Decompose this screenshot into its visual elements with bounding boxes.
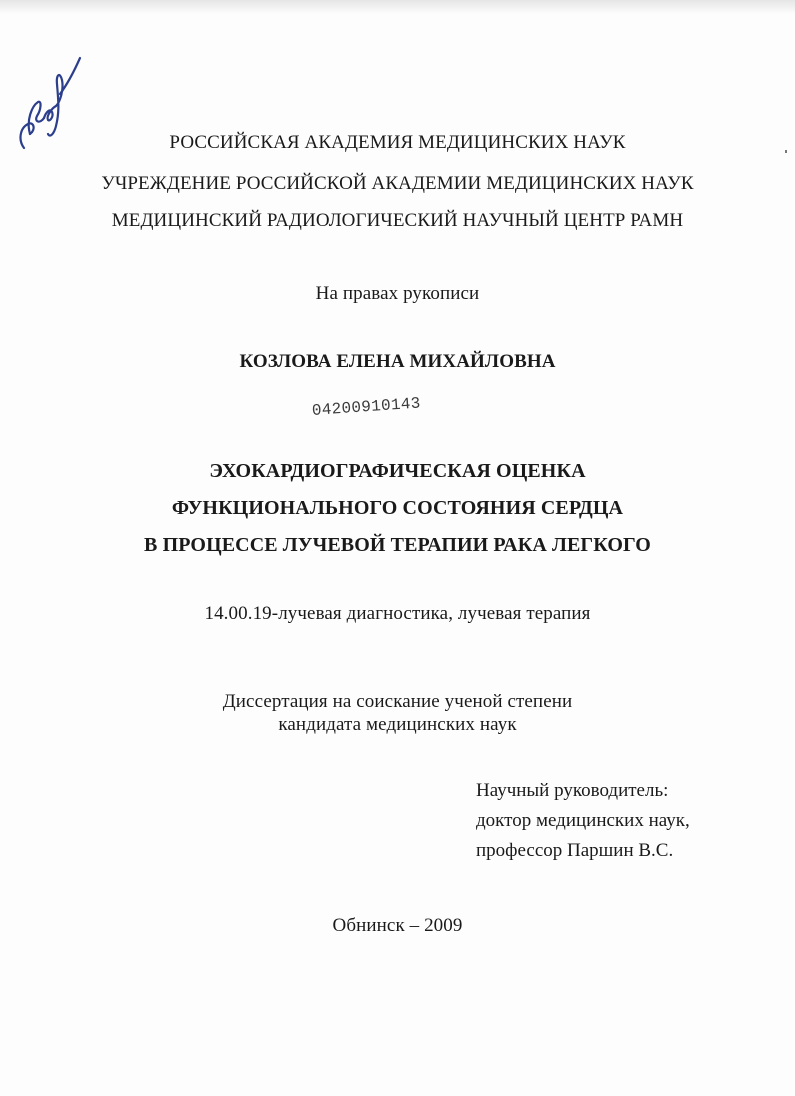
supervisor-label: Научный руководитель: xyxy=(476,780,669,801)
manuscript-note: На правах рукописи xyxy=(315,283,480,304)
header-line-1: РОССИЙСКАЯ АКАДЕМИЯ МЕДИЦИНСКИХ НАУК xyxy=(169,132,626,153)
city-year: Обнинск – 2009 xyxy=(332,915,463,936)
header-line-2: УЧРЕЖДЕНИЕ РОССИЙСКОЙ АКАДЕМИИ МЕДИЦИНСКИХ НАУК xyxy=(101,173,694,194)
title-line-3: В ПРОЦЕССЕ ЛУЧЕВОЙ ТЕРАПИИ РАКА ЛЕГКОГО xyxy=(144,534,651,556)
title-line-1: ЭХОКАРДИОГРАФИЧЕСКАЯ ОЦЕНКА xyxy=(209,460,586,482)
specialty-code: 14.00.19-лучевая диагностика, лучевая терапия xyxy=(204,603,591,624)
title-line-2: ФУНКЦИОНАЛЬНОГО СОСТОЯНИЯ СЕРДЦА xyxy=(171,497,624,519)
supervisor-degree: доктор медицинских наук, xyxy=(476,810,690,831)
scan-edge-mark xyxy=(785,150,787,153)
supervisor-name: профессор Паршин В.С. xyxy=(476,840,674,861)
degree-line-2: кандидата медицинских наук xyxy=(278,714,517,735)
scan-top-shadow xyxy=(0,0,795,14)
registration-number: 04200910143 xyxy=(311,394,422,420)
header-line-3: МЕДИЦИНСКИЙ РАДИОЛОГИЧЕСКИЙ НАУЧНЫЙ ЦЕНТР РАМН xyxy=(111,210,684,231)
author-name: КОЗЛОВА ЕЛЕНА МИХАЙЛОВНА xyxy=(239,351,556,372)
degree-line-1: Диссертация на соискание ученой степени xyxy=(222,691,573,712)
